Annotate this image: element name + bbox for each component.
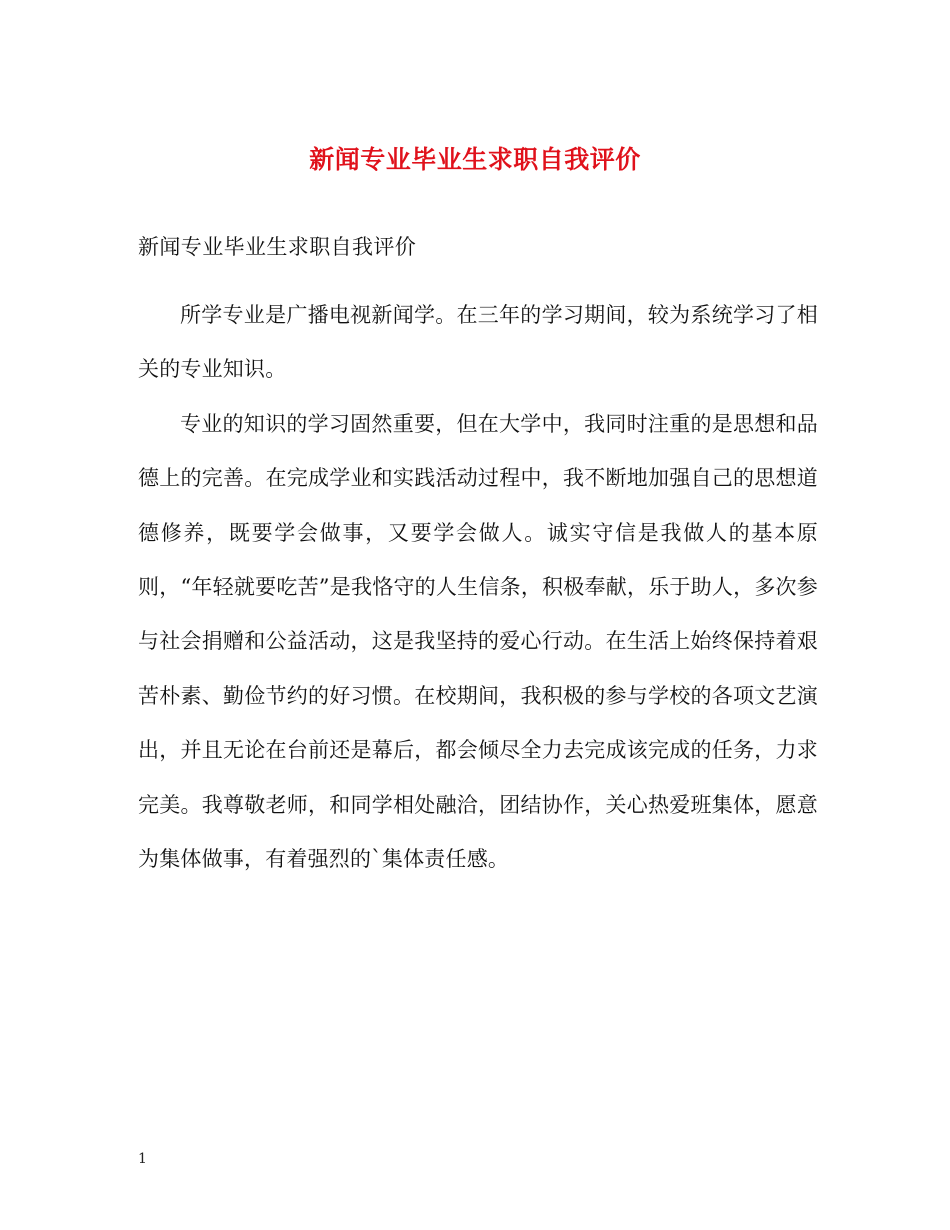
document-title: 新闻专业毕业生求职自我评价 <box>309 145 641 174</box>
document-body <box>138 288 818 886</box>
paragraph-2: 专业的知识的学习固然重要，但在大学中，我同时注重的是思想和品德上的完善。在完成学业和实践活动过程中，我不断地加强自己的思想道德修养，既要学会做事，又要学会做人。诚实守信是我做人的基本原则，“年轻就要吃苦”是我恪守的人生信条，积极奉献，乐于助人，多次参与社会捐赠和公益活动，这是我坚持的爱心行动。在生活上始终保持着艰苦朴素、勤俭节约的好习惯。在校期间，我积极的参与学校的各项文艺演出，并且无论在台前还是幕后，都会倾尽全力去完成该完成的任务，力求完美。我尊敬老师，和同学相处融洽，团结协作，关心热爱班集体，愿意为集体做事，有着强烈的`集体责任感。 <box>138 411 818 872</box>
document-subtitle: 新闻专业毕业生求职自我评价 <box>138 235 417 259</box>
page-number: 1 <box>138 1151 147 1167</box>
paragraph-1: 所学专业是广播电视新闻学。在三年的学习期间，较为系统学习了相关的专业知识。 <box>138 303 818 382</box>
